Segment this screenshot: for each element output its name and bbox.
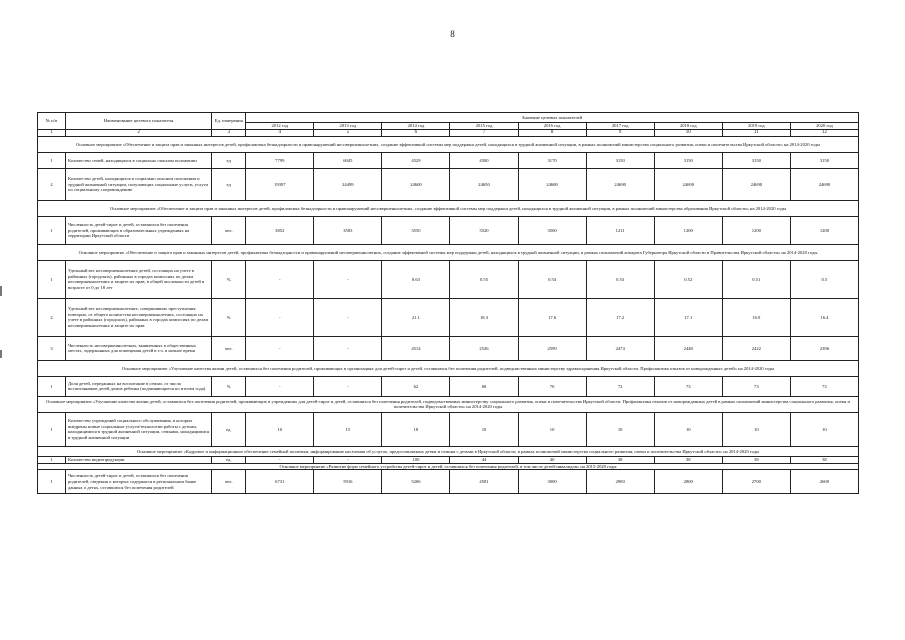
table-row [38,298,859,336]
section-title-row [38,200,859,216]
row-number: 1 [38,152,66,168]
value-cell: 2474 [586,336,654,360]
unit-cell: % [212,260,246,298]
value-cell: 10 [722,412,790,446]
unit-cell: ед [212,168,246,200]
value-cell: 24600 [382,168,450,200]
indicator-name: Численность несовершеннолетних, выявленных в общественных местах, задержанных для помещения детей в т.ч. в ночное время [66,336,212,360]
indicator-name: Количество видеопродукции [66,456,212,463]
value-cell: 3000 [518,470,586,494]
value-cell: 3150 [586,152,654,168]
value-cell: 38 [654,456,722,463]
value-cell: 10 [586,412,654,446]
column-index: 11 [722,129,790,136]
value-cell: 10 [790,412,858,446]
value-cell: 4581 [450,470,518,494]
value-cell: 10 [518,412,586,446]
value-cell: 2700 [722,470,790,494]
unit-cell: ед. [212,412,246,446]
table-row [38,456,859,463]
col-values-header: Значение целевых показателей [246,113,859,123]
page-number: 8 [450,29,455,39]
indicator-table-sheet [37,112,859,494]
indicator-name: Численность детей-сирот и детей, оставшихся без попечения родителей, проживающих в образовательных учреждениях на территории Иркутской области [66,216,212,244]
row-number: 1 [38,470,66,494]
section-title-row [38,463,859,470]
year-header: 2018 год [654,123,722,130]
section-title-row [38,396,859,412]
column-index: 10 [654,129,722,136]
table-row [38,336,859,360]
value-cell: 2422 [722,336,790,360]
value-cell: 6731 [246,470,314,494]
value-cell: 10 [246,412,314,446]
value-cell: 17.2 [586,298,654,336]
year-header: 2014 год [382,123,450,130]
value-cell: 3550 [382,216,450,244]
indicator-name: Численность детей-сирот и детей, оставшихся без попечения родителей, сведения о которых содержатся в региональном банке данных о детях, оставшихся без попечения родителей [66,470,212,494]
value-cell: - [246,456,314,463]
value-cell: 17.6 [518,298,586,336]
value-cell: 2800 [654,470,722,494]
value-cell: 1211 [586,216,654,244]
table-row [38,376,859,396]
value-cell: 62 [382,376,450,396]
value-cell: 3852 [246,216,314,244]
unit-cell: чел. [212,470,246,494]
column-index-row [38,129,859,136]
value-cell: - [314,376,382,396]
column-index: 12 [790,129,858,136]
value-cell: 10 [450,412,518,446]
section-title: Основное мероприятие «Обеспечение и защита прав и законных интересов детей, профилактика безнадзорности и правонарушений несовершеннолетних, создание эффективной системы мер поддержки детей, находящихся в трудной жизненной ситуации, в рамках полномочий министерства социального развития, опеки и попечительства Иркутской области» на 2014-2020 годы [38,136,859,152]
value-cell: 2900 [586,470,654,494]
column-index: 5 [314,129,382,136]
row-number: 3 [38,336,66,360]
value-cell: 0.53 [586,260,654,298]
value-cell: 18 [382,412,450,446]
year-header: 2017 год [586,123,654,130]
scan-edge-mark [0,286,2,296]
indicator-name: Количество детей, находящихся в социально опасном положении и трудной жизненной ситуации, получающих социальные услуги, услуги по социальному сопровождению [66,168,212,200]
column-index: 6 [382,129,450,136]
value-cell: - [314,336,382,360]
value-cell: - [314,298,382,336]
value-cell: 24690 [790,168,858,200]
row-number: 1 [38,260,66,298]
header-row [38,113,859,123]
value-cell: 38 [586,456,654,463]
col-unit-header: Ед. измерения [212,113,246,130]
unit-cell: чел. [212,216,246,244]
unit-cell: ед. [212,456,246,463]
value-cell: 24690 [654,168,722,200]
value-cell: 16.4 [790,298,858,336]
value-cell: 2396 [790,336,858,360]
value-cell: 18.3 [450,298,518,336]
value-cell: - [246,260,314,298]
indicator-name: Количество семей, находящихся в социально опасном положении [66,152,212,168]
value-cell: - [314,260,382,298]
value-cell: 3500 [518,216,586,244]
value-cell: 38 [722,456,790,463]
value-cell: 0.5 [790,260,858,298]
value-cell: 73 [654,376,722,396]
year-header: 2015 год [450,123,518,130]
value-cell: 44 [450,456,518,463]
unit-cell: ед [212,152,246,168]
target-indicators-table [37,112,859,494]
indicator-name: Удельный вес несовершеннолетних, совершивших преступления повторно, от общего количества несовершеннолетних, состоящих на учете в районных (городских), районных в городах комиссиях по делам несовершеннолетних и защите их прав [66,298,212,336]
value-cell: 19397 [246,168,314,200]
value-cell: 1200 [654,216,722,244]
value-cell: 68 [450,376,518,396]
value-cell: 0.52 [654,260,722,298]
value-cell: 1200 [722,216,790,244]
indicator-name: Количество учреждений социального обслуживания, в которых внедрены новые социальные услуги/технологии работы с детьми, находящимися в трудной жизненной ситуации, семьями, находящимися в трудной жизненной ситуации [66,412,212,446]
value-cell: - [246,298,314,336]
value-cell: 1200 [790,216,858,244]
section-title: Основное мероприятие «Улучшение качества жизни детей, оставшихся без попечения родителей, проживающих в организациях для детей-сирот и детей, оставшихся без попечения родителей, подведомственных министерству здравоохранения Иркутской области. Профилактика отказов от новорожденных детей» на 2014-2020 годы [38,360,859,376]
table-row [38,152,859,168]
section-title-row [38,136,859,152]
value-cell: 15 [314,412,382,446]
section-title: Основное мероприятие «Улучшение качества жизни детей, оставшихся без попечения родителей, проживающих в учреждениях для детей-сирот и детей, оставшихся без попечения родителей, подведомственных министерству социального развития, опеки и попечительства Иркутской области. Профилактика отказов от новорожденных детей в рамках полномочий министерства социального развития, опеки и попечительства Иркутской области» на 2014-2020 годы [38,396,859,412]
value-cell: 10 [654,412,722,446]
unit-cell: % [212,298,246,336]
row-number: 2 [38,298,66,336]
value-cell: 73 [722,376,790,396]
section-title: Основное мероприятие «Обеспечение и защита прав и законных интересов детей, профилактика безнадзорности и правонарушений несовершеннолетних, создание эффективной системы мер поддержки детей, находящихся в трудной жизненной ситуации, в рамках полномочий аппарата Губернатора Иркутской области и Правительства Иркутской области» на 2014-2020 годы [38,244,859,260]
value-cell: - [314,456,382,463]
value-cell: 6045 [314,152,382,168]
column-index: 8 [518,129,586,136]
value-cell: - [246,336,314,360]
value-cell: 3150 [790,152,858,168]
row-number: 2 [38,168,66,200]
value-cell: 4514 [382,336,450,360]
table-row [38,260,859,298]
value-cell: 0.63 [382,260,450,298]
value-cell: 24680 [518,168,586,200]
section-title-row [38,446,859,456]
section-title-row [38,360,859,376]
column-index: 3 [212,129,246,136]
value-cell: 70 [518,376,586,396]
column-index: 4 [246,129,314,136]
year-header: 2016 год [518,123,586,130]
value-cell: 5206 [382,470,450,494]
value-cell: 0.54 [518,260,586,298]
table-body [38,113,859,494]
value-cell: 2448 [654,336,722,360]
value-cell: 21.1 [382,298,450,336]
value-cell: 3520 [450,216,518,244]
value-cell: 0.51 [722,260,790,298]
value-cell: 2526 [450,336,518,360]
value-cell: 4529 [382,152,450,168]
value-cell: 3150 [654,152,722,168]
year-header: 2012 год [246,123,314,130]
value-cell: 24690 [586,168,654,200]
value-cell: 24499 [314,168,382,200]
row-number: 1 [38,412,66,446]
value-cell: 72 [586,376,654,396]
value-cell: 40 [518,456,586,463]
value-cell: 5916 [314,470,382,494]
col-name-header: Наименование целевого показателя [66,113,212,130]
year-header: 2020 год [790,123,858,130]
value-cell: 73 [790,376,858,396]
value-cell: 38 [790,456,858,463]
col-num-header: № п/п [38,113,66,130]
column-index: 2 [66,129,212,136]
unit-cell: % [212,376,246,396]
value-cell: - [246,376,314,396]
section-title: Основное мероприятие «Обеспечение и защита прав и законных интересов детей, профилактика безнадзорности и правонарушений несовершеннолетних, создание эффективной системы мер поддержки детей, находящихся в трудной жизненной ситуации, в рамках полномочий министерства образования Иркутской области» на 2014-2020 годы [38,200,859,216]
value-cell: 3150 [722,152,790,168]
value-cell: 17.1 [654,298,722,336]
table-row [38,470,859,494]
indicator-name: Удельный вес несовершеннолетних детей, состоящих на учете в районных (городских), районных в городах комиссиях по делам несовершеннолетних и защите их прав, в общей численности детей в возрасте от 0 до 18 лет [66,260,212,298]
section-title: Основное мероприятие «Кадровое и информационное обеспечение семейной политики, информирование населения об услугах, предоставляемых детям и семьям с детьми в Иркутской области, в рамках полномочий министерства социального развития, опеки и попечительства Иркутской области» на 2014-2020 годы [38,446,859,456]
column-index: 9 [586,129,654,136]
year-header: 2019 год [722,123,790,130]
value-cell: 100 [382,456,450,463]
value-cell: 2599 [518,336,586,360]
value-cell: 16.9 [722,298,790,336]
table-row [38,168,859,200]
row-number: 1 [38,376,66,396]
value-cell: 7799 [246,152,314,168]
table-row [38,412,859,446]
unit-cell: чел. [212,336,246,360]
year-header: 2013 год [314,123,382,130]
value-cell: 2600 [790,470,858,494]
section-title: Основное мероприятие «Развитие форм семейного устройства детей-сирот и детей, оставшихся без попечения родителей, в том числе детей-инвалидов» на 2015-2020 годы [38,463,859,470]
row-number: 1 [38,456,66,463]
row-number: 1 [38,216,66,244]
value-cell: 3170 [518,152,586,168]
scan-edge-mark [0,350,2,358]
value-cell: 0.55 [450,260,518,298]
value-cell: 24690 [722,168,790,200]
value-cell: 24650 [450,168,518,200]
indicator-name: Доля детей, переданных на воспитание в семью, от числа воспитанников детей домов ребенка (подчиняющиеся по итогам года) [66,376,212,396]
value-cell: 4500 [450,152,518,168]
value-cell: 3583 [314,216,382,244]
section-title-row [38,244,859,260]
column-index: 7 [450,129,518,136]
column-index: 1 [38,129,66,136]
table-row [38,216,859,244]
